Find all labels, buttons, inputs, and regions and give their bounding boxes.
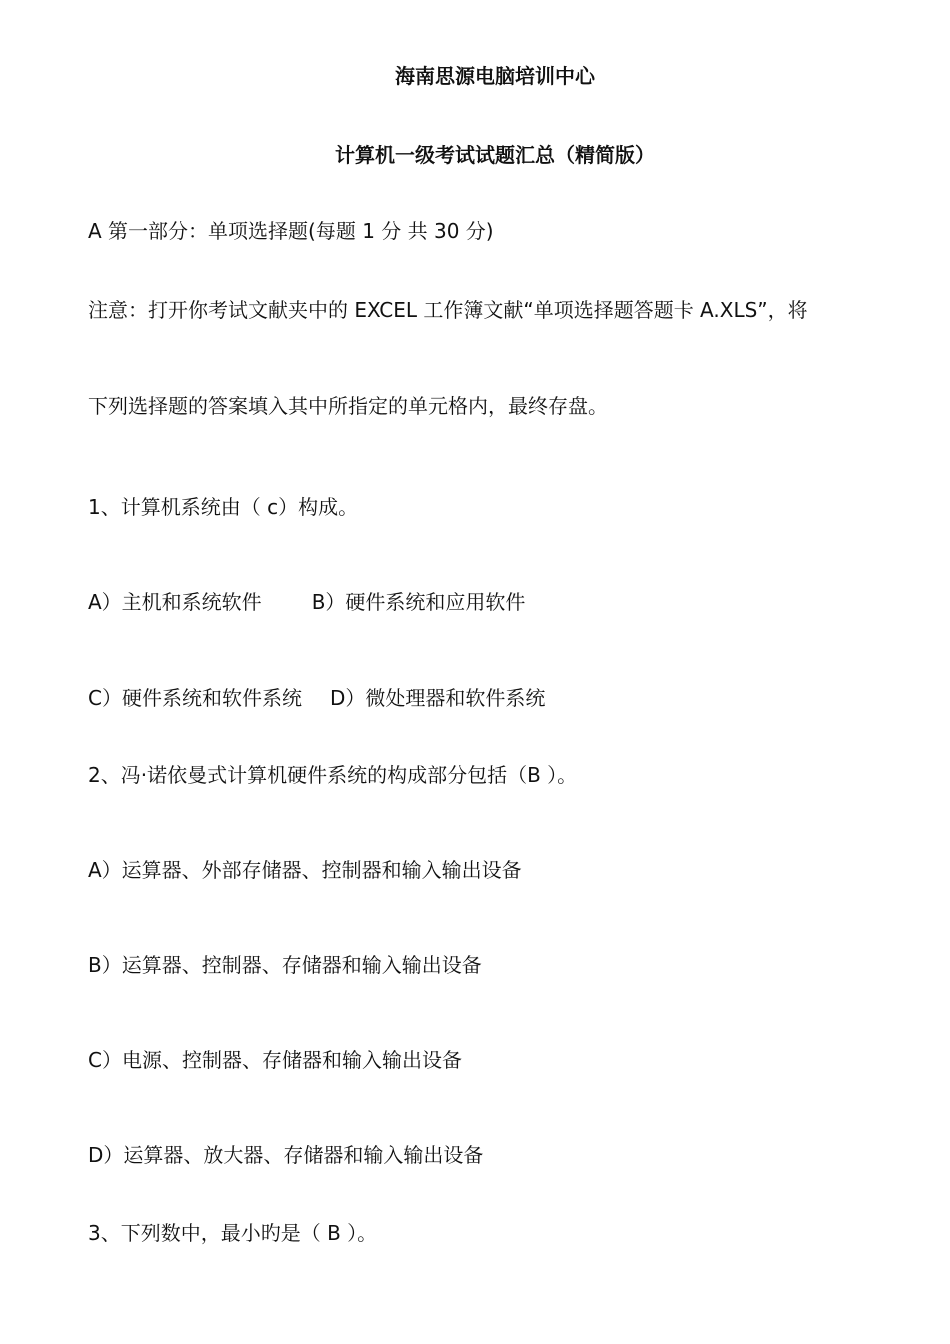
question-1-options-row-2 — [88, 684, 545, 712]
question-3-stem: 3、下列数中，最小旳是（ B ）。 — [88, 1221, 378, 1245]
section-heading: A 第一部分：单项选择题(每题 1 分 共 30 分) — [88, 219, 494, 243]
org-title: 海南思源电脑培训中心 — [395, 64, 595, 88]
question-1-option-c: C）硬件系统和软件系统 — [88, 686, 302, 710]
question-1-options-row-1 — [88, 588, 525, 616]
notice-line-2: 下列选择题的答案填入其中所指定的单元格内，最终存盘。 — [88, 394, 608, 418]
notice-line-1: 注意：打开你考试文献夹中的 EXCEL 工作簿文献“单项选择题答题卡 A.XLS”，将 — [88, 298, 808, 322]
question-1-stem: 1、计算机系统由（ c）构成。 — [88, 495, 359, 519]
document-title: 计算机一级考试试题汇总（精简版） — [335, 143, 655, 167]
question-2-option-c: C）电源、控制器、存储器和输入输出设备 — [88, 1048, 462, 1072]
question-1-option-d: D）微处理器和软件系统 — [329, 686, 546, 710]
question-2-option-d: D）运算器、放大器、存储器和输入输出设备 — [88, 1143, 484, 1167]
question-2-option-b: B）运算器、控制器、存储器和输入输出设备 — [88, 953, 482, 977]
question-2-option-a: A）运算器、外部存储器、控制器和输入输出设备 — [88, 858, 522, 882]
question-1-option-b: B）硬件系统和应用软件 — [311, 590, 526, 614]
question-1-option-a: A）主机和系统软件 — [88, 590, 262, 614]
question-2-stem: 2、冯·诺依曼式计算机硬件系统的构成部分包括（B ）。 — [88, 763, 578, 787]
